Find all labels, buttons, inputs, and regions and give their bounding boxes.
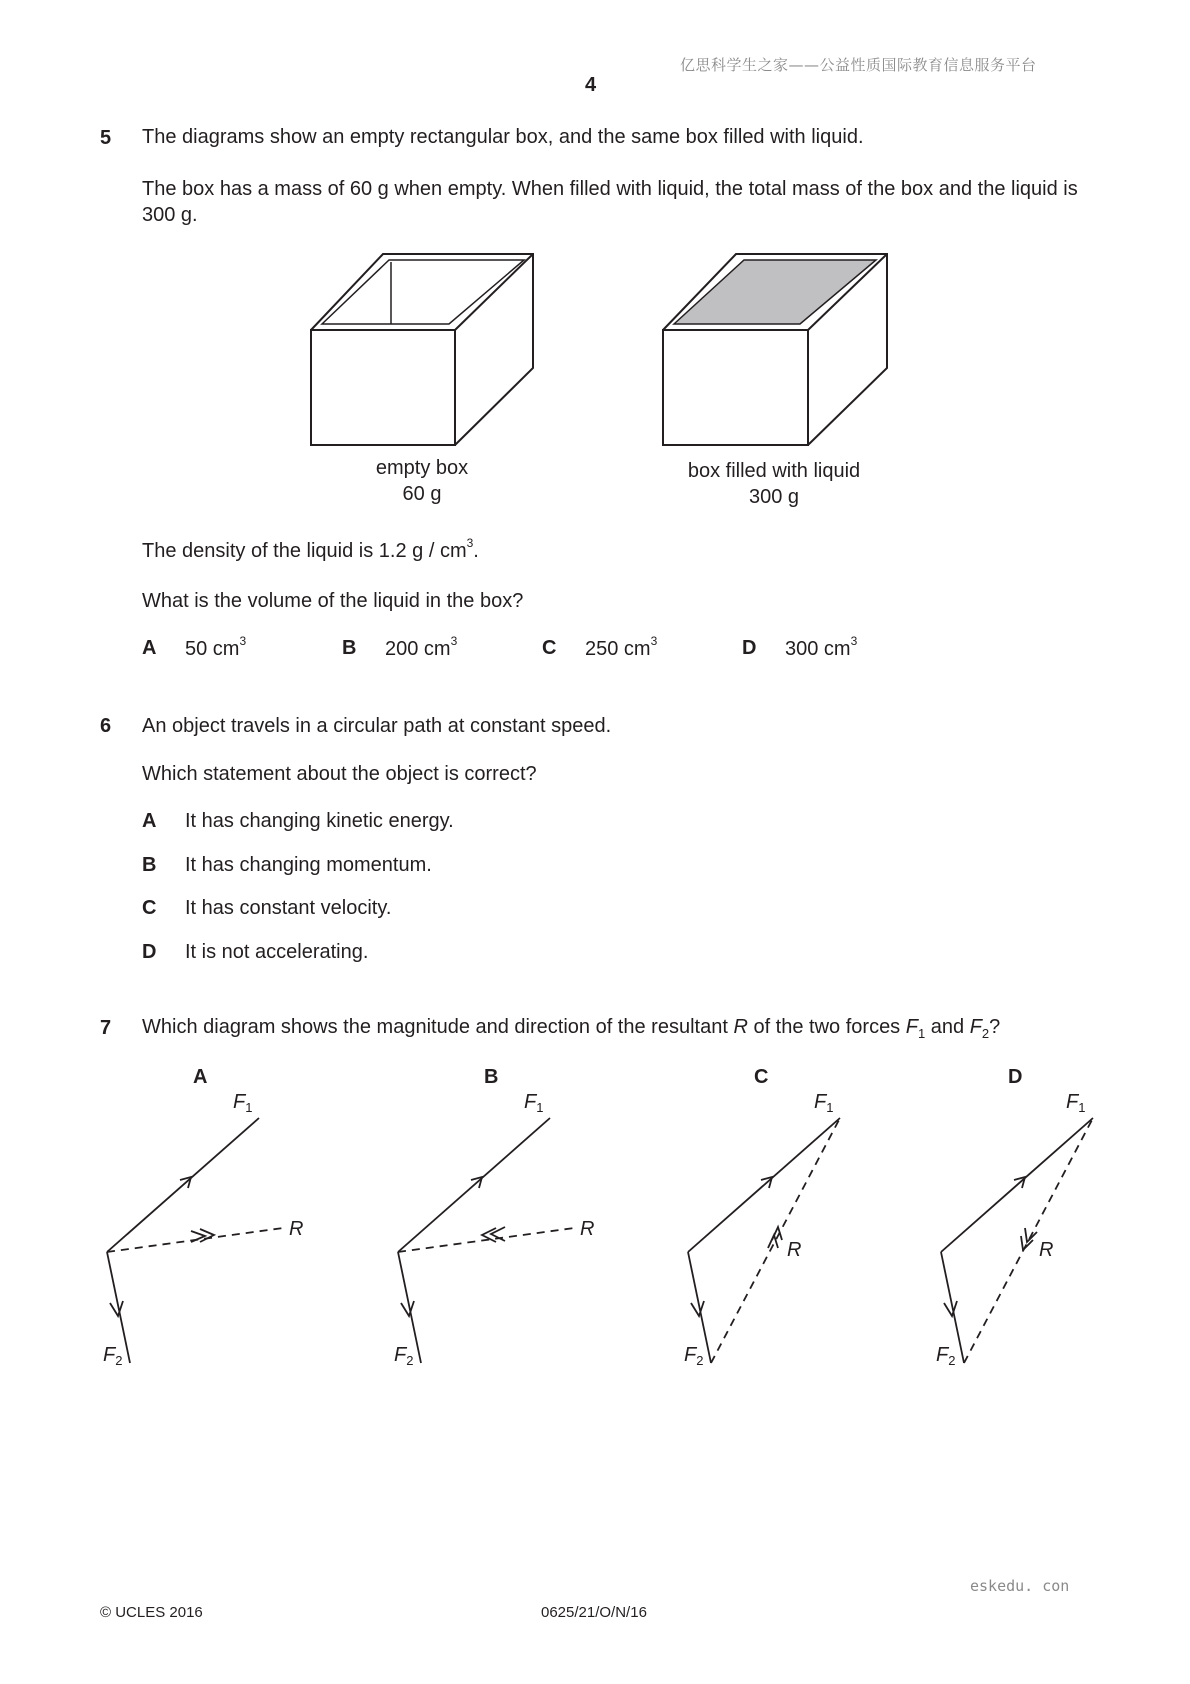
question-5-question: What is the volume of the liquid in the box? <box>142 590 524 612</box>
diagram-a-f1-label: $F_1$ <box>233 1091 253 1115</box>
filled-box-caption: box filled with liquid <box>687 460 861 482</box>
footer-copyright: © UCLES 2016 <box>100 1604 203 1621</box>
diagram-b-vectors <box>398 1118 574 1363</box>
q7-diagram-a-letter[interactable]: A <box>193 1066 208 1088</box>
q7-diagram-b-letter[interactable]: B <box>484 1066 499 1088</box>
diagram-c-r-label: R <box>787 1239 802 1261</box>
q7-diagram-d-letter[interactable]: D <box>1008 1066 1023 1088</box>
diagram-b-f1-label: $F_1$ <box>524 1091 544 1115</box>
diagram-a-f2-label: $F_2$ <box>103 1344 123 1368</box>
q6-option-a[interactable]: A <box>142 810 157 832</box>
diagram-a-vectors <box>107 1118 283 1363</box>
filled-box-drawing <box>663 254 887 445</box>
diagram-d-r-label: R <box>1039 1239 1054 1261</box>
q5-option-b-text: 200 $cm^3$ <box>385 634 458 660</box>
filled-box-mass: 300 g <box>748 486 800 508</box>
diagram-c-vectors <box>688 1118 840 1363</box>
question-5-number: 5 <box>100 127 112 149</box>
empty-box-drawing <box>311 254 533 445</box>
q6-option-b[interactable]: B <box>142 854 157 876</box>
q6-option-d-text: It is not accelerating. <box>185 941 369 963</box>
q5-option-a-text: 50 $cm^3$ <box>185 634 247 660</box>
q7-diagram-c-letter[interactable]: C <box>754 1066 769 1088</box>
boxes-diagram <box>0 0 1190 520</box>
empty-box-caption: empty box <box>375 457 469 479</box>
diagram-c-f1-label: $F_1$ <box>814 1091 834 1115</box>
diagram-b-r-label: R <box>580 1218 595 1240</box>
question-5-intro: The diagrams show an empty rectangular box, and the same box filled with liquid. <box>142 126 864 148</box>
q5-option-a[interactable]: A <box>142 637 157 659</box>
density-statement: The density of the liquid is 1.2 g / $cm^3$. <box>142 536 479 562</box>
diagram-d-f1-label: $F_1$ <box>1066 1091 1086 1115</box>
question-7-question: Which diagram shows the magnitude and direction of the resultant R of the two forces $F_1$ and $F_2$? <box>142 1016 1001 1041</box>
question-6-number: 6 <box>100 715 112 737</box>
question-6-intro: An object travels in a circular path at constant speed. <box>142 715 612 737</box>
diagram-c-f2-label: $F_2$ <box>684 1344 704 1368</box>
q6-option-d[interactable]: D <box>142 941 157 963</box>
q6-option-b-text: It has changing momentum. <box>185 854 432 876</box>
diagram-d-f2-label: $F_2$ <box>936 1344 956 1368</box>
q5-option-d-text: 300 $cm^3$ <box>785 634 858 660</box>
diagram-a-r-label: R <box>289 1218 304 1240</box>
force-diagrams <box>0 1080 1190 1390</box>
diagram-b-f2-label: $F_2$ <box>394 1344 414 1368</box>
q6-option-c-text: It has constant velocity. <box>185 897 392 919</box>
q5-option-b[interactable]: B <box>342 637 357 659</box>
page-number: 4 <box>585 74 597 96</box>
q5-option-c-text: 250 $cm^3$ <box>585 634 658 660</box>
question-7-number: 7 <box>100 1017 112 1039</box>
q5-option-d[interactable]: D <box>742 637 757 659</box>
diagram-d-vectors <box>941 1118 1093 1363</box>
question-5-mass-text: The box has a mass of 60 g when empty. When filled with liquid, the total mass of the box and the liquid is 300 g. <box>142 178 1078 226</box>
footer-paper-code: 0625/21/O/N/16 <box>541 1604 647 1621</box>
q5-option-c[interactable]: C <box>542 637 557 659</box>
q6-option-c[interactable]: C <box>142 897 157 919</box>
watermark-text: eskedu. con <box>970 1577 1070 1595</box>
q6-option-a-text: It has changing kinetic energy. <box>185 810 454 832</box>
header-site-text: 亿思科学生之家——公益性质国际教育信息服务平台 <box>680 56 1037 74</box>
question-6-question: Which statement about the object is correct? <box>142 763 537 785</box>
empty-box-mass: 60 g <box>402 483 442 505</box>
liquid-surface <box>674 260 876 324</box>
